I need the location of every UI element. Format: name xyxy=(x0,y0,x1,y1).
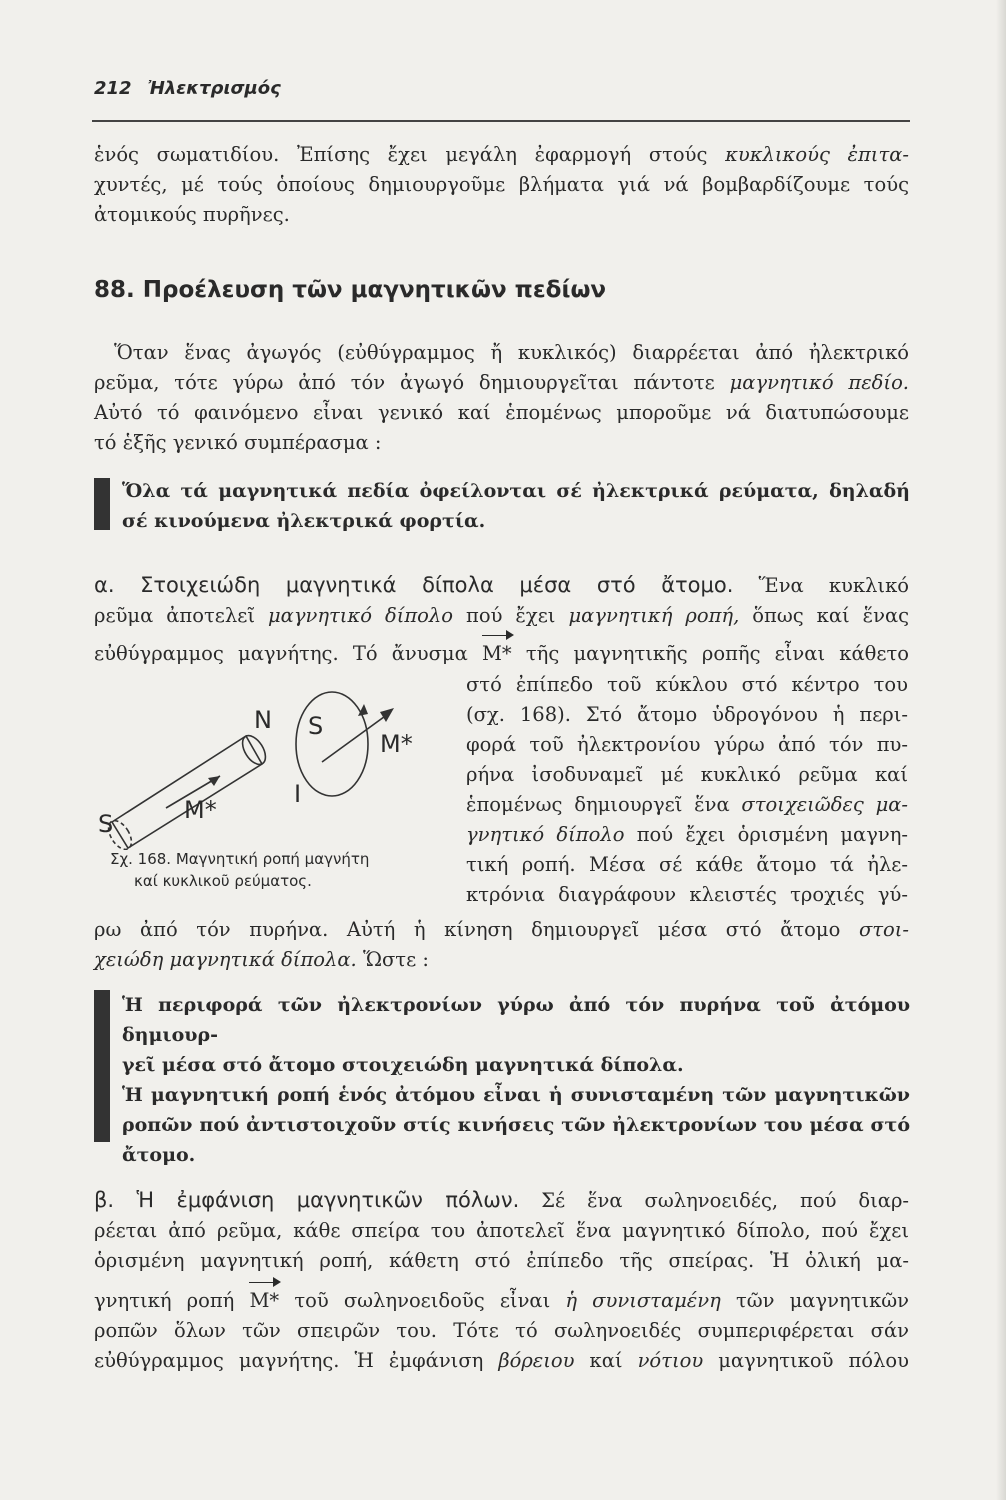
label-s-left: S xyxy=(98,810,114,838)
label-m-left: M* xyxy=(184,796,217,824)
vector-m-2: M* xyxy=(249,1286,279,1316)
highlight-bar-2 xyxy=(94,990,110,1142)
magnet-arrowhead xyxy=(208,776,220,786)
vector-m: M* xyxy=(482,639,512,669)
bar-magnet xyxy=(112,736,262,848)
subsection-b-heading: β. Ἡ ἐμφάνιση μαγνητικῶν πόλων. xyxy=(94,1188,520,1212)
page-number: 212 xyxy=(94,78,132,99)
figure-caption: Σχ. 168. Μαγνητική ροπή μαγνήτη καί κυκλικοῦ ρεύματος. xyxy=(110,850,370,890)
intro-italic: κυκλικούς ἐπιτα- xyxy=(725,143,909,166)
subsection-b: β. Ἡ ἐμφάνιση μαγνητικῶν πόλων. Σέ ἕνα σωληνοειδές, πού διαρ- ρέεται ἀπό ρεῦμα, κάθε σπείρα του ἀποτελεῖ ἕνα μαγνητικό δίπολο, πού ἔχει ὁρισμένη μαγνητική ροπή, κάθετη στό ἐπίπεδο τῆς σπείρας. Ἡ ὁλική μα- γνητική ροπή M* τοῦ σωληνοειδοῦς εἶναι ἡ συνισταμένη τῶν μαγνητικῶν ροπῶν ὅλων τῶν σπειρῶν του. Τότε τό σωληνοειδές συμπεριφέρεται σάν εὐθύγραμμος μαγνήτης. Ἡ ἐμφάνιση βόρειου καί νότιου μαγνητικοῦ πόλου xyxy=(94,1188,910,1372)
label-i: I xyxy=(294,780,302,808)
intro-text: ἑνός σωματιδίου. Ἐπίσης ἔχει μεγάλη ἐφαρμογή στούς κυκλικούς ἐπιτα- χυντές, μέ τούς ὁποίους δημιουργοῦμε βλήματα γιά νά βομβαρδίζουμε τούς ἀτομικούς πυρῆνες. xyxy=(94,143,909,226)
subsection-a-continued: ρω ἀπό τόν πυρήνα. Αὐτή ἡ κίνηση δημιουργεῖ μέσα στό ἄτομο στοι- χειώδη μαγνητικά δίπολα. Ὥστε : xyxy=(94,918,910,971)
label-s-top: S xyxy=(308,712,324,740)
subsection-a: α. Στοιχειώδη μαγνητικά δίπολα μέσα στό ἄτομο. Ἕνα κυκλικό ρεῦμα ἀποτελεῖ μαγνητικό δίπολο πού ἔχει μαγνητική ροπή, ὅπως καί ἕνας εὐθύγραμμος μαγνήτης. Τό ἄνυσμα M* τῆς μαγνητικῆς ροπῆς εἶναι κάθετο xyxy=(94,570,909,669)
label-m-right: M* xyxy=(380,730,413,758)
principle-box-2: Ἡ περιφορά τῶν ἠλεκτρονίων γύρω ἀπό τόν πυρήνα τοῦ ἀτόμου δημιουρ- γεῖ μέσα στό ἄτομο στοιχειώδη μαγνητικά δίπολα. Ἡ μαγνητική ροπή ἑνός ἀτόμου εἶναι ἡ συνισταμένη τῶν μαγνητικῶν ροπῶν πού ἀντιστοιχοῦν στίς κινήσεις τῶν ἠλεκτρονίων του μέσα στό ἄτομο. xyxy=(122,994,910,1166)
paragraph-1: Ὅταν ἕνας ἀγωγός (εὐθύγραμμος ἤ κυκλικός) διαρρέεται ἀπό ἠλεκτρικό ρεῦμα, τότε γύρω ἀπό τόν ἀγωγό δημιουργεῖται πάντοτε μαγνητικό πεδίο. Αὐτό τό φαινόμενο εἶναι γενικό καί ἑπομένως μποροῦμε νά διατυπώσουμε τό ἑξῆς γενικό συμπέρασμα : xyxy=(94,341,910,454)
loop-moment-line xyxy=(322,714,388,762)
header-rule xyxy=(92,120,910,122)
subsection-a-heading: α. Στοιχειώδη μαγνητικά δίπολα μέσα στό ἄτομο. xyxy=(94,573,734,597)
highlight-bar-1 xyxy=(94,478,110,530)
header-title: Ἠλεκτρισμός xyxy=(147,78,281,99)
figure-168 xyxy=(96,680,436,850)
section-heading: 88. Προέλευση τῶν μαγνητικῶν πεδίων xyxy=(94,277,607,303)
principle-box-1: Ὅλα τά μαγνητικά πεδία ὀφείλονται σέ ἠλεκτρικά ρεύματα, δηλαδή σέ κινούμενα ἠλεκτρικά φορτία. xyxy=(122,480,910,532)
page-edge xyxy=(996,0,1006,1500)
loop-moment-arrowhead xyxy=(380,708,394,722)
label-n: N xyxy=(254,706,272,734)
running-header xyxy=(94,78,281,99)
subsection-a-right-column: στό ἐπίπεδο τοῦ κύκλου στό κέντρο του (σχ. 168). Στό ἄτομο ὑδρογόνου ἡ περι- φορά τοῦ ἠλεκτρονίου γύρω ἀπό τόν πυ- ρήνα ἰσοδυναμεῖ μέ κυκλικό ρεῦμα καί ἑπομένως δημιουργεῖ ἕνα στοιχειῶδες μα- γνητικό δίπολο πού ἔχει ὁρισμένη μαγνη- τική ροπή. Μέσα σέ κάθε ἄτομο τά ἠλε- κτρόνια διαγράφουν κλειστές τροχιές γύ- xyxy=(466,673,908,906)
current-loop xyxy=(296,692,368,796)
